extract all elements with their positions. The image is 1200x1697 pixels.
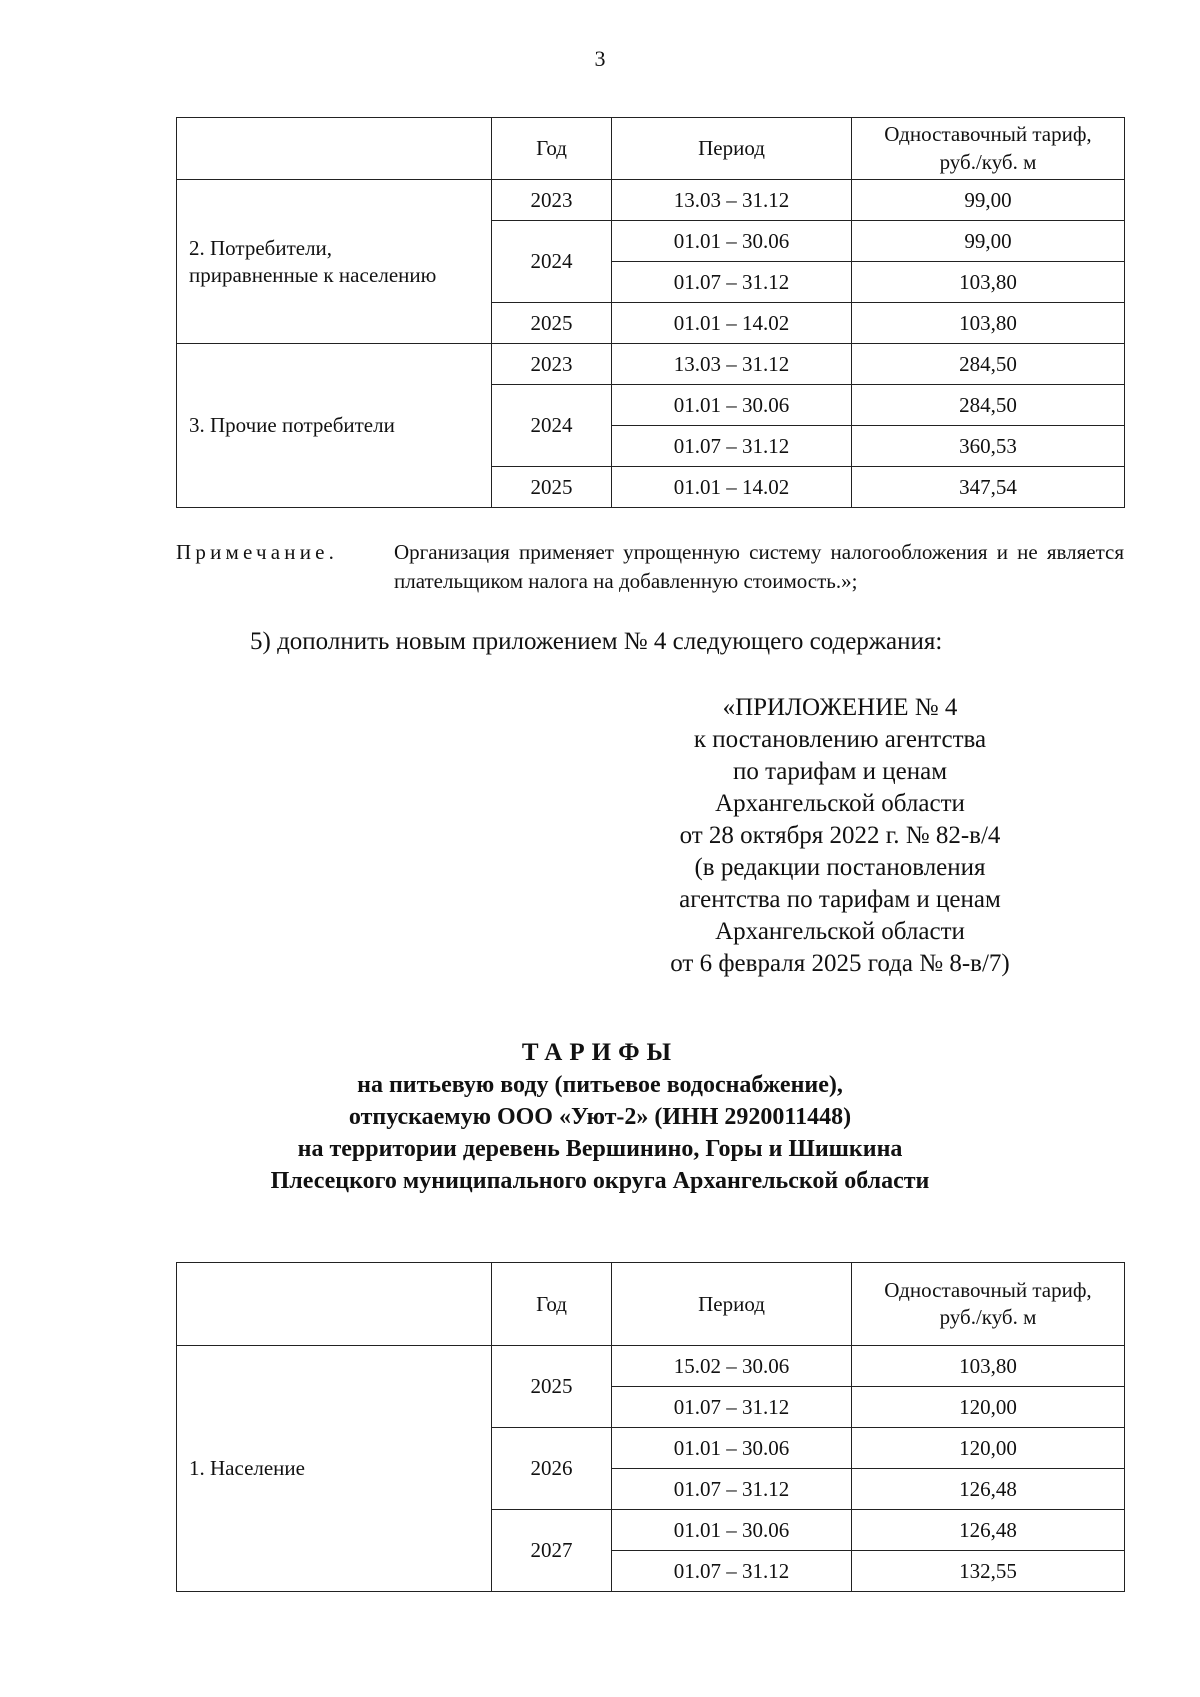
tariff-cell: 284,50	[852, 344, 1125, 385]
appendix-line: агентства по тарифам и ценам	[679, 886, 1001, 913]
tariff-cell: 284,50	[852, 385, 1125, 426]
table-header-row	[177, 118, 1125, 180]
period-cell: 01.07 – 31.12	[612, 1551, 852, 1592]
amendment-item: 5) дополнить новым приложением № 4 следующего содержания:	[250, 628, 943, 655]
year-cell: 2024	[492, 385, 612, 467]
note-label: Примечание.	[176, 540, 339, 564]
period-cell: 13.03 – 31.12	[612, 344, 852, 385]
title-line: отпускаемую ООО «Уют-2» (ИНН 2920011448)	[348, 1104, 852, 1130]
tariff-cell: 99,00	[852, 180, 1125, 221]
period-cell: 01.07 – 31.12	[612, 426, 852, 467]
year-cell: 2024	[492, 221, 612, 303]
tariff-cell: 103,80	[852, 303, 1125, 344]
appendix-line: к постановлению агентства	[693, 726, 987, 753]
header-tariff-line1: Одноставочный тариф,	[884, 1277, 1092, 1302]
period-cell: 01.01 – 14.02	[612, 303, 852, 344]
category-label-line1: 1. Население	[189, 1456, 305, 1481]
tariff-cell: 120,00	[852, 1428, 1125, 1469]
note-text: Организация применяет упрощенную систему налогообложения и не является плательщиком налога на добавленную стоимость.»;	[394, 540, 1124, 593]
appendix-line: (в редакции постановления	[694, 854, 986, 881]
category-label-line1: 3. Прочие потребители	[189, 413, 395, 438]
appendix-line: «ПРИЛОЖЕНИЕ № 4	[722, 694, 958, 721]
header-category	[177, 118, 492, 180]
appendix-line: от 6 февраля 2025 года № 8-в/7)	[670, 950, 1010, 977]
title-line: Плесецкого муниципального округа Архангельской области	[270, 1168, 930, 1194]
tariff-cell: 103,80	[852, 1346, 1125, 1387]
table-row	[177, 180, 1125, 221]
period-cell: 01.07 – 31.12	[612, 262, 852, 303]
title-line: на территории деревень Вершинино, Горы и Шишкина	[297, 1136, 903, 1162]
period-cell: 01.01 – 14.02	[612, 467, 852, 508]
table-row	[177, 1346, 1125, 1387]
table-header-row	[177, 1263, 1125, 1346]
period-cell: 01.07 – 31.12	[612, 1469, 852, 1510]
tariff-cell: 99,00	[852, 221, 1125, 262]
year-cell: 2026	[492, 1428, 612, 1510]
year-cell: 2023	[492, 180, 612, 221]
header-category	[177, 1263, 492, 1346]
year-cell: 2025	[492, 303, 612, 344]
document-title	[0, 1037, 1200, 1197]
period-cell: 01.01 – 30.06	[612, 1510, 852, 1551]
year-cell: 2025	[492, 467, 612, 508]
tariff-cell: 126,48	[852, 1469, 1125, 1510]
year-cell: 2025	[492, 1346, 612, 1428]
category-cell	[177, 344, 492, 508]
appendix-line: по тарифам и ценам	[732, 758, 948, 785]
period-cell: 01.07 – 31.12	[612, 1387, 852, 1428]
year-cell: 2023	[492, 344, 612, 385]
header-tariff-line2: руб./куб. м	[939, 149, 1037, 174]
header-tariff-line2: руб./куб. м	[939, 1305, 1037, 1329]
tariff-cell: 120,00	[852, 1387, 1125, 1428]
tariff-cell: 360,53	[852, 426, 1125, 467]
tariff-cell: 103,80	[852, 262, 1125, 303]
appendix-line: от 28 октября 2022 г. № 82-в/4	[679, 822, 1001, 849]
header-tariff	[852, 118, 1125, 180]
tariff-table-new	[176, 1262, 1125, 1592]
header-period: Период	[612, 1263, 852, 1346]
appendix-line: Архангельской области	[715, 918, 965, 945]
header-tariff-line1: Одноставочный тариф,	[884, 122, 1092, 147]
period-cell: 01.01 – 30.06	[612, 1428, 852, 1469]
category-cell	[177, 1346, 492, 1592]
category-cell	[177, 180, 492, 344]
table-row	[177, 344, 1125, 385]
header-year: Год	[492, 1263, 612, 1346]
category-label-line2: приравненные к населению	[189, 262, 437, 287]
category-label-line1: 2. Потребители,	[189, 236, 333, 261]
header-period: Период	[612, 118, 852, 180]
page-number: 3	[594, 46, 606, 71]
tariff-cell: 126,48	[852, 1510, 1125, 1551]
period-cell: 15.02 – 30.06	[612, 1346, 852, 1387]
period-cell: 13.03 – 31.12	[612, 180, 852, 221]
header-tariff	[852, 1263, 1125, 1346]
tariff-cell: 347,54	[852, 467, 1125, 508]
header-year: Год	[492, 118, 612, 180]
title-line: на питьевую воду (питьевое водоснабжение),	[357, 1072, 843, 1098]
title-main: ТАРИФЫ	[521, 1039, 679, 1066]
appendix-header	[600, 692, 1080, 980]
appendix-line: Архангельской области	[715, 790, 965, 817]
period-cell: 01.01 – 30.06	[612, 385, 852, 426]
period-cell: 01.01 – 30.06	[612, 221, 852, 262]
tariff-table-previous	[176, 117, 1125, 508]
tariff-cell: 132,55	[852, 1551, 1125, 1592]
year-cell: 2027	[492, 1510, 612, 1592]
